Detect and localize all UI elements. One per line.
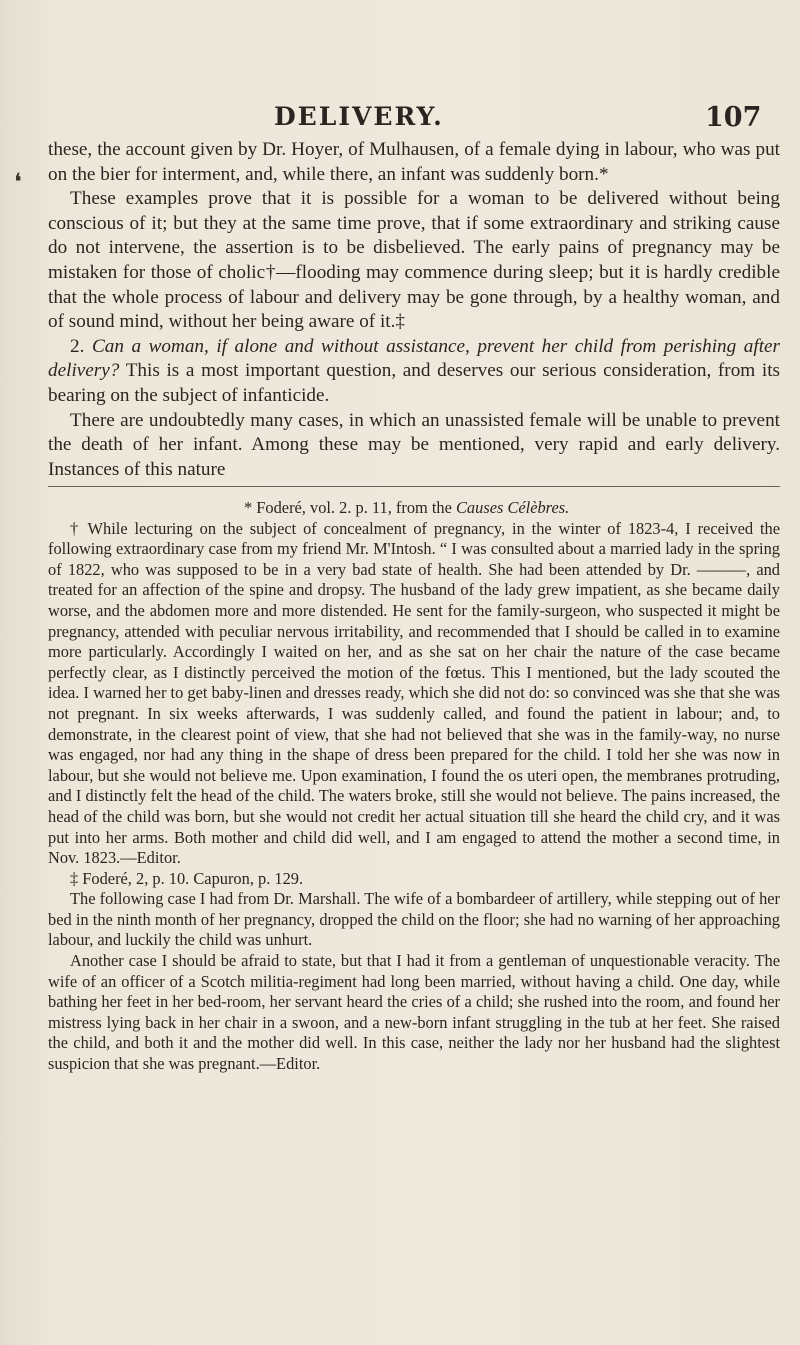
question-text: This is a most important question, and deserves our serious consideration, from its bearing on the subject of infanticide. — [48, 360, 780, 406]
paragraph: These examples prove that it is possible for a woman to be delivered without being conscious of it; but they at the same time prove, that if some extraordinary and striking cause do not intervene, the assertion is to be disbelieved. The early pains of pregnancy may be mistaken for those of cholic†—flooding may commence during sleep; but it is hardly credible that the whole process of labour and delivery may be gone through, by a healthy woman, and of sound mind, without her being aware of it.‡ — [48, 188, 780, 333]
running-head: DELIVERY. — [274, 102, 444, 131]
question-heading: Can a woman, if alone and without assistance, prevent her child from perishing after delivery? — [48, 335, 781, 382]
footnote: The following case I had from Dr. Marshall. The wife of a bombardeer of artillery, while stepping out of her bed in the ninth month of her pregnancy, dropped the child on the floor; she had no warning of her approaching labour, and luckily the child was unhurt. — [48, 889, 780, 950]
paragraph: these, the account given by Dr. Hoyer, of Mulhausen, of a female dying in labour, who was put on the bier for interment, and, while there, an infant was suddenly born.* — [48, 139, 780, 185]
footnote: † While lecturing on the subject of concealment of pregnancy, in the winter of 1823-4, I received the following extraordinary case from my friend Mr. M'Intosh. “ I was consulted about a married lady in the spring of 1822, who was supposed to be in a very bad state of health. She had been attended by Dr. ———, and treated for an affection of the spine and dropsy. The husband of the lady grew impatient, as she became daily worse, and the abdomen more and more distended. He sent for the family-surgeon, who suspected it might be pregnancy, attended with peculiar nervous irritability, and recommended that I should be called in to examine more particularly. Accordingly I waited on her, and as she sat on her chair the nature of the case became perfectly clear, as I distinctly perceived the motion of the fœtus. This I mentioned, but the lady scouted the idea. I warned her to get baby-linen and dresses ready, which she did not do: so convinced was she that she was not pregnant. In six weeks afterwards, I was suddenly called, and found the patient in labour; and, to demonstrate, in the clearest point of view, that she had not believed that she was in the family-way, no nurse was engaged, nor had any thing in the shape of dress been prepared for the child. I told her she was now in labour, but she would not believe me. Upon examination, I found the os uteri open, the membranes protruding, and I distinctly felt the head of the child. The waters broke, still she would not believe. The pains increased, the head of the child was born, but she would not credit her actual situation till she heard the child cry, and it was put into her arms. Both mother and child did well, and I am engaged to attend the mother a second time, in Nov. 1823.—Editor. — [48, 518, 780, 868]
footnote-divider — [48, 486, 780, 487]
footnote-italic: Causes Célèbres. — [456, 498, 570, 517]
footnote-text: * Foderé, vol. 2. p. 11, from the — [244, 498, 452, 517]
margin-mark: ❛ — [14, 168, 22, 196]
footnote: Another case I should be afraid to state, but that I had it from a gentleman of unquestionable veracity. The wife of an officer of a Scotch militia-regiment had long been married, without having a child. One day, while bathing her feet in her bed-room, her servant heard the cries of a child; she rushed into the room, and found her mistress lying back in her chair in a swoon, and a new-born infant struggling in the tub at her feet. She raised the child, and both it and the mother did well. In this case, neither the lady nor her husband had the slightest suspicion that she was pregnant.—Editor. — [48, 951, 780, 1074]
page-number: 107 — [705, 102, 762, 133]
paragraph: There are undoubtedly many cases, in which an unassisted female will be unable to prevent the death of her infant. Among these may be mentioned, very rapid and early delivery. Instances of this nature — [48, 409, 780, 480]
page-header — [0, 102, 800, 142]
footnotes — [48, 498, 780, 1075]
paragraph-question — [48, 335, 780, 409]
question-number: 2. — [70, 335, 85, 357]
main-text — [48, 138, 780, 482]
footnote: ‡ Foderé, 2, p. 10. Capuron, p. 129. — [70, 868, 304, 888]
footnote — [48, 498, 780, 519]
